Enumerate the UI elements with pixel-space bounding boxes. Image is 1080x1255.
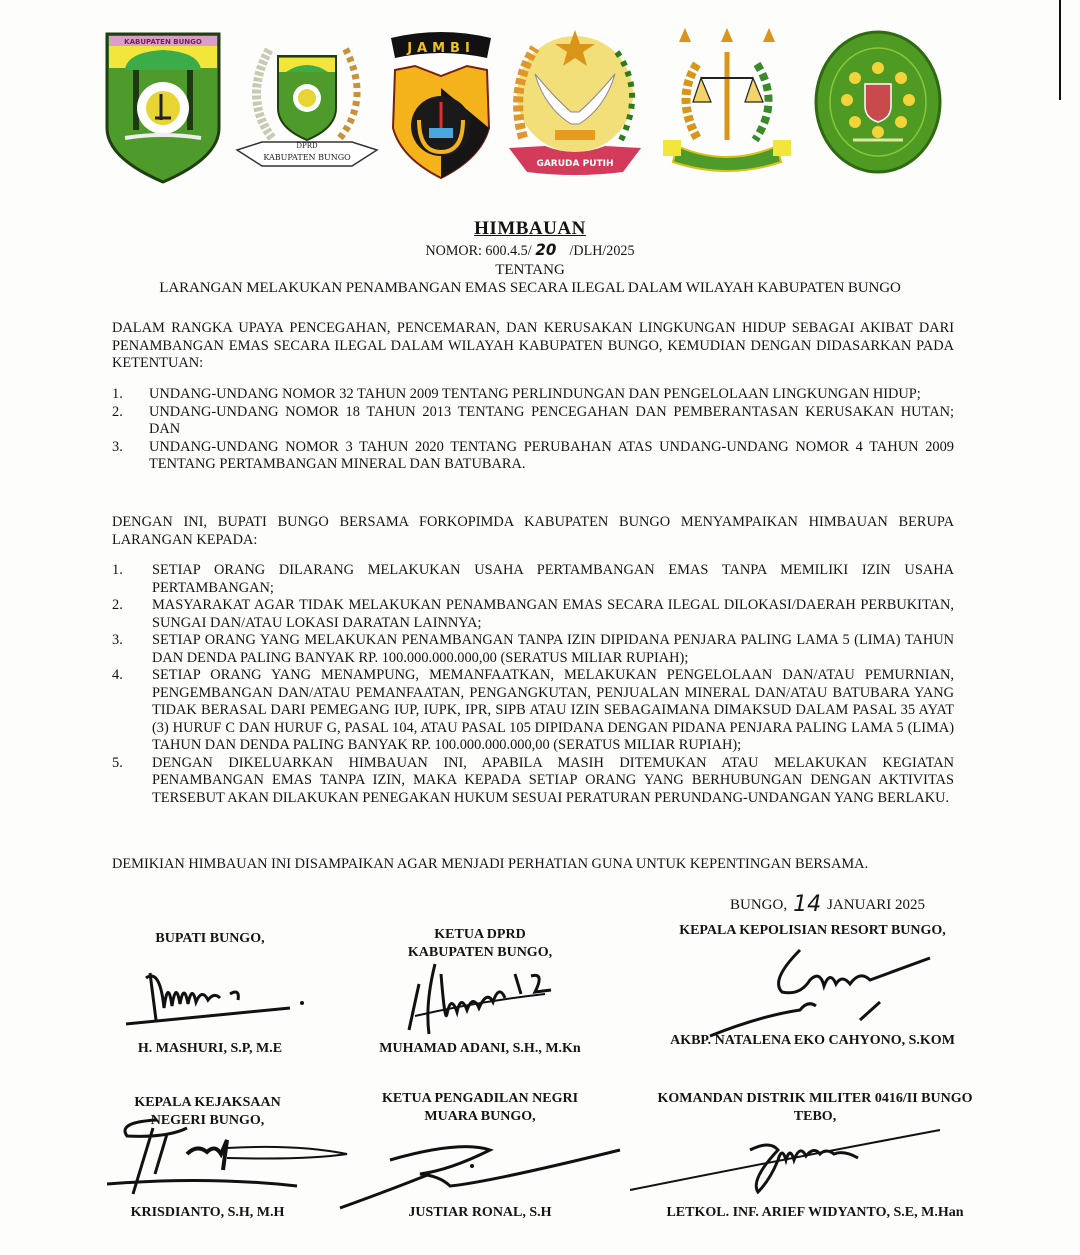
signatory-title: KEPALA KEPOLISIAN RESORT BUNGO,	[679, 923, 946, 938]
svg-text:KABUPATEN BUNGO: KABUPATEN BUNGO	[124, 38, 202, 46]
handwritten-day: 14	[793, 892, 822, 917]
document-title: HIMBAUAN	[474, 218, 586, 239]
polda-jambi-emblem	[385, 28, 497, 180]
signatory-name: AKBP. NATALENA EKO CAHYONO, S.KOM	[670, 1033, 955, 1048]
signatory-name: MUHAMAD ADANI, S.H., M.Kn	[379, 1041, 581, 1056]
svg-text:GARUDA PUTIH: GARUDA PUTIH	[536, 159, 614, 169]
document-date: BUNGO, 14 JANUARI 2025	[730, 892, 926, 917]
list-item: 4. SETIAP ORANG YANG MENAMPUNG, MEMANFAATKAN, MELAKUKAN PENGELOLAAN DAN/ATAU PEMURNIAN, PENGEMBANGAN DAN/ATAU PEMANFAATAN, PENGANGKUTAN, PENJUALAN MINERAL DAN/ATAU BATUBARA YANG TIDAK BERASAL DARI PEMEGANG IUP, IUPK, IPR, SIPB ATAU IZIN SEBAGAIMANA DIMAKSUD DALAM PASAL 35 AYAT (3) HURUF C DAN HURUF G, PASAL 104, ATAU PASAL 105 DIPIDANA DENGAN PIDANA PENJARA PALING LAMA 5 (LIMA) TAHUN DAN DENDA PALING BANYAK RP. 100.000.000.000,00 (SERATUS MILIAR RUPIAH);	[112, 667, 954, 753]
list-item: 5. DENGAN DIKELUARKAN HIMBAUAN INI, APABILA MASIH DITEMUKAN ATAU MELAKUKAN KEGIATAN PENAMBANGAN EMAS TANPA IZIN, MAKA KEPADA SETIAP ORANG YANG BERHUBUNGAN DENGAN AKTIVITAS TERSEBUT AKAN DILAKUKAN PENEGAKAN HUKUM SESUAI PERATURAN PERUNDANG-UNDANGAN YANG BERLAKU.	[112, 754, 954, 806]
signature-block-bupati	[110, 930, 310, 1060]
page-edge-line	[1059, 0, 1061, 100]
signature-mark	[630, 1120, 1000, 1200]
signature-mark	[120, 958, 310, 1038]
document-number: NOMOR: 600.4.5/ 20 /DLH/2025	[425, 240, 635, 259]
list-item: 1. SETIAP ORANG DILARANG MELAKUKAN USAHA PERTAMBANGAN EMAS TANPA MEMILIKI IZIN USAHA PERTAMBANGAN;	[112, 562, 954, 596]
tentang-label: TENTANG	[495, 262, 565, 278]
signatory-title: KEPALA KEJAKSAAN NEGERI BUNGO,	[134, 1095, 281, 1128]
closing-paragraph: DEMIKIAN HIMBAUAN INI DISAMPAIKAN AGAR MENJADI PERHATIAN GUNA UNTUK KEPENTINGAN BERSAMA.	[112, 856, 869, 872]
signature-block-ketua-pn	[360, 1090, 600, 1220]
svg-text:KABUPATEN BUNGO: KABUPATEN BUNGO	[263, 153, 351, 162]
list-item: 2. MASYARAKAT AGAR TIDAK MELAKUKAN PENAMBANGAN EMAS SECARA ILEGAL DILOKASI/DAERAH PERBUKITAN, SUNGAI DAN/ATAU LOKASI DARATAN LAINNYA;	[112, 597, 954, 631]
list-item: 3. UNDANG-UNDANG NOMOR 3 TAHUN 2020 TENTANG PERUBAHAN ATAS UNDANG-UNDANG NOMOR 4 TAHUN 2009 TENTANG PERTAMBANGAN MINERAL DAN BATUBARA.	[112, 438, 954, 472]
signature-block-kajari	[105, 1094, 310, 1224]
document-subject: LARANGAN MELAKUKAN PENAMBANGAN EMAS SECARA ILEGAL DALAM WILAYAH KABUPATEN BUNGO	[159, 280, 901, 296]
list-item: 3. SETIAP ORANG YANG MELAKUKAN PENAMBANGAN TANPA IZIN DIPIDANA PENJARA PALING LAMA 5 (LIMA) TAHUN DAN DENDA PALING BANYAK RP. 100.000.000.000,00 (SERATUS MILIAR RUPIAH);	[112, 632, 954, 666]
signatory-name: LETKOL. INF. ARIEF WIDYANTO, S.E, M.Han	[666, 1205, 964, 1220]
signatory-title: BUPATI BUNGO,	[155, 931, 265, 946]
handwritten-number: 20	[535, 240, 557, 259]
legal-basis-list	[112, 386, 954, 474]
signatory-name: KRISDIANTO, S.H, M.H	[130, 1205, 285, 1220]
signature-mark	[670, 940, 970, 1040]
dprd-kabupaten-bungo-emblem	[232, 28, 382, 173]
kejaksaan-emblem	[657, 28, 797, 176]
signature-mark	[320, 1130, 640, 1210]
signatory-title: KETUA DPRD KABUPATEN BUNGO,	[407, 927, 553, 960]
signature-block-ketua-dprd	[355, 926, 605, 1056]
signatory-name: JUSTIAR RONAL, S.H	[408, 1205, 552, 1220]
svg-text:JAMBI: JAMBI	[407, 41, 475, 56]
list-item: 1. UNDANG-UNDANG NOMOR 32 TAHUN 2009 TENTANG PERLINDUNGAN DAN PENGELOLAAN LINGKUNGAN HIDUP;	[112, 386, 921, 402]
signatory-title: KETUA PENGADILAN NEGRI MUARA BUNGO,	[381, 1091, 579, 1124]
list-item: 2. UNDANG-UNDANG NOMOR 18 TAHUN 2013 TENTANG PENCEGAHAN DAN PEMBERANTASAN KERUSAKAN HUTAN; DAN	[112, 403, 954, 437]
garuda-putih-emblem	[505, 28, 645, 178]
pengadilan-negeri-emblem	[813, 28, 943, 176]
signature-block-kapolres	[640, 922, 985, 1052]
declaration-paragraph: DENGAN INI, BUPATI BUNGO BERSAMA FORKOPIMDA KABUPATEN BUNGO MENYAMPAIKAN HIMBAUAN BERUPA LARANGAN KEPADA:	[112, 514, 954, 548]
signature-mark	[395, 954, 595, 1044]
signatory-name: H. MASHURI, S.P, M.E	[137, 1041, 283, 1056]
intro-paragraph: DALAM RANGKA UPAYA PENCEGAHAN, PENCEMARAN, DAN KERUSAKAN LINGKUNGAN HIDUP SEBAGAI AKIBAT DARI PENAMBANGAN EMAS SECARA ILEGAL DALAM WILAYAH KABUPATEN BUNGO, KEMUDIAN DENGAN DIDASARKAN PADA KETENTUAN:	[112, 320, 954, 371]
logo-row	[105, 28, 955, 188]
signature-block-dandim	[630, 1090, 1000, 1220]
signatory-title: KOMANDAN DISTRIK MILITER 0416/II BUNGO TEBO,	[657, 1091, 973, 1124]
kabupaten-bungo-emblem	[105, 28, 223, 184]
prohibitions-list	[112, 562, 954, 807]
svg-text:DPRD: DPRD	[296, 142, 318, 150]
document-header	[100, 218, 960, 297]
